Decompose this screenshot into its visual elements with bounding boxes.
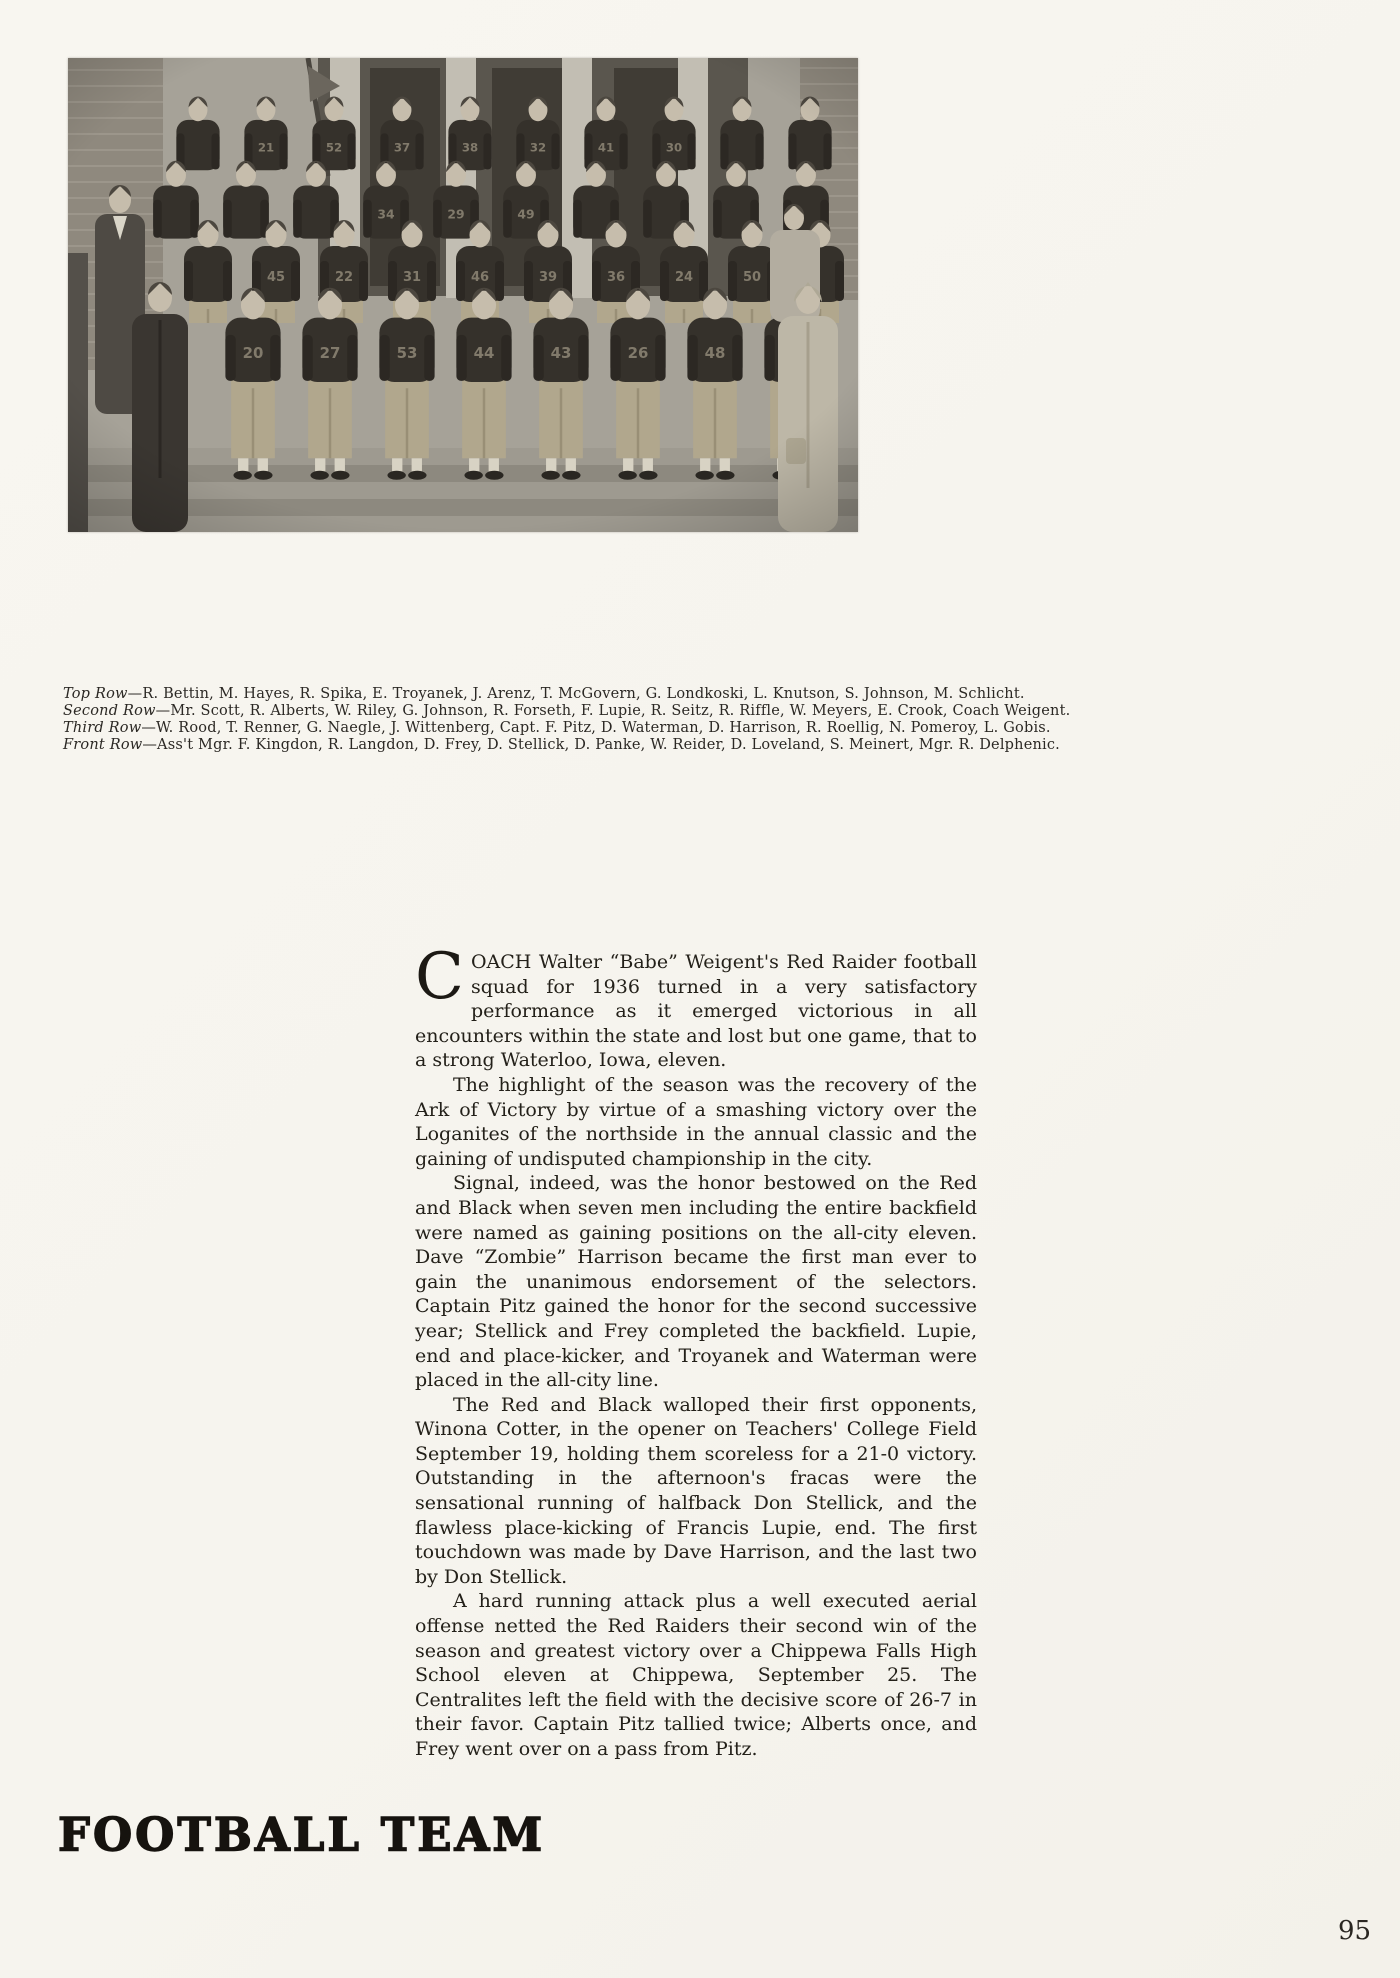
article-paragraph-4: The Red and Black walloped their first opponents, Winona Cotter, in the opener on Teachers' College Field September 19, holding them scoreless for a 21-0 victory. Outstanding in the afternoon's fracas were the sensational running of halfback Don Stellick, and the flawless place-kicking of Francis Lupie, end. The first touchdown was made by Dave Harrison, and the last two by Don Stellick. bbox=[415, 1393, 977, 1588]
caption-row-top bbox=[63, 686, 1083, 703]
caption-row-second bbox=[63, 703, 1083, 720]
article-paragraph-3: Signal, indeed, was the honor bestowed on the Red and Black when seven men including the entire backfield were named as gaining positions on the all-city eleven. Dave “Zombie” Harrison became the first man ever to gain the unanimous endorsement of the selectors. Captain Pitz gained the honor for the second successive year; Stellick and Frey completed the backfield. Lupie, end and place-kicker, and Troyanek and Waterman were placed in the all-city line. bbox=[415, 1172, 977, 1392]
article-paragraph-5: A hard running attack plus a well executed aerial offense netted the Red Raiders their second win of the season and greatest victory over a Chippewa Falls High School eleven at Chippewa, September 25. The Centralites left the field with the decisive score of 26-7 in their favor. Captain Pitz tallied twice; Alberts once, and Frey went over on a pass from Pitz. bbox=[415, 1590, 977, 1760]
photo-caption bbox=[63, 686, 1083, 754]
caption-row-label: Front Row bbox=[63, 737, 143, 753]
caption-row-label: Second Row bbox=[63, 703, 156, 719]
caption-row-names: —Mr. Scott, R. Alberts, W. Riley, G. Johnson, R. Forseth, F. Lupie, R. Seitz, R. Riffle, W. Meyers, E. Crook, Coach Weigent. bbox=[155, 703, 1071, 719]
article-paragraph-2: The highlight of the season was the recovery of the Ark of Victory by virtue of a smashing victory over the Loganites of the northside in the annual classic and the gaining of undisputed championship in the city. bbox=[415, 1073, 977, 1170]
article-paragraph-1: COACH Walter “Babe” Weigent's Red Raider football squad for 1936 turned in a very satisfactory performance as it emerged victorious in all encounters within the state and lost but one game, that to a strong Waterloo, Iowa, eleven. bbox=[415, 940, 977, 1072]
caption-row-names: —W. Rood, T. Renner, G. Naegle, J. Wittenberg, Capt. F. Pitz, D. Waterman, D. Harrison, R. Roellig, N. Pomeroy, L. Gobis. bbox=[141, 720, 1051, 736]
team-photo-image bbox=[68, 58, 858, 532]
caption-row-label: Third Row bbox=[63, 720, 142, 736]
caption-row-third bbox=[63, 720, 1083, 737]
caption-row-names: —Ass't Mgr. F. Kingdon, R. Langdon, D. Frey, D. Stellick, D. Panke, W. Reider, D. Loveland, S. Meinert, Mgr. R. Delphenic. bbox=[142, 737, 1060, 753]
page-number: 95 bbox=[1338, 1916, 1372, 1946]
team-photo-figure bbox=[68, 58, 858, 532]
page-title: FOOTBALL TEAM bbox=[58, 1807, 546, 1862]
caption-row-names: —R. Bettin, M. Hayes, R. Spika, E. Troyanek, J. Arenz, T. McGovern, G. Londkoski, L. Knutson, S. Johnson, M. Schlicht. bbox=[127, 686, 1025, 702]
caption-row-front bbox=[63, 737, 1083, 754]
caption-row-label: Top Row bbox=[63, 686, 128, 702]
article-text bbox=[415, 940, 977, 1762]
